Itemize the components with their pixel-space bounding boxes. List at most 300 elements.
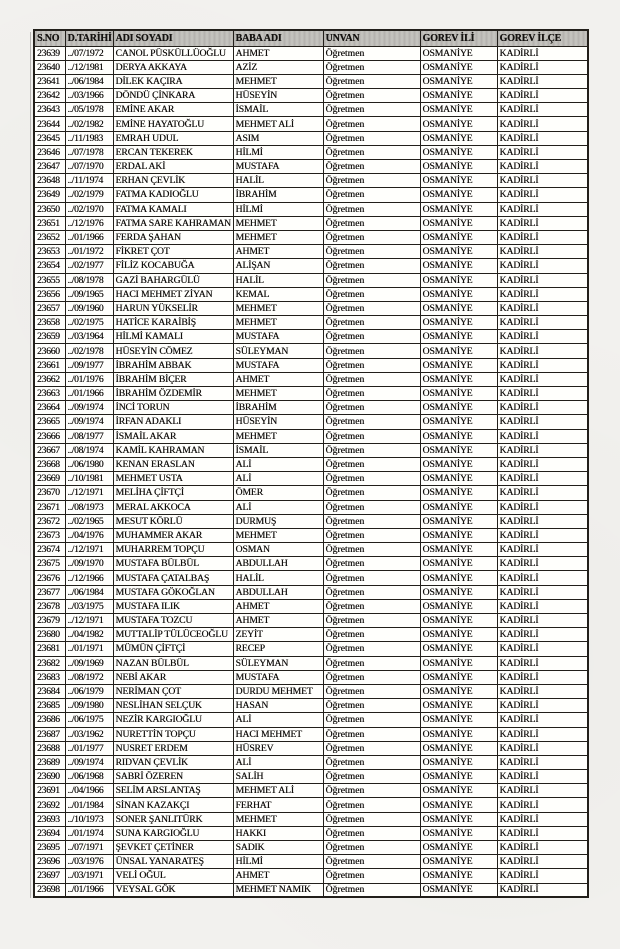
cell-adi-soyadi: HATİCE KARAİBİŞ [113, 316, 233, 330]
cell-sno: 23686 [34, 713, 65, 727]
cell-baba-adi: ALİ [233, 472, 323, 486]
cell-gorev-ilce: KADİRLİ [497, 358, 588, 372]
cell-gorev-ilce: KADİRLİ [497, 883, 588, 897]
cell-dtarihi: ../09/1977 [65, 358, 113, 372]
cell-dtarihi: ../08/1978 [65, 273, 113, 287]
cell-gorev-ili: OSMANİYE [420, 500, 497, 514]
cell-gorev-ilce: KADİRLİ [497, 841, 588, 855]
cell-sno: 23668 [34, 457, 65, 471]
cell-gorev-ilce: KADİRLİ [497, 727, 588, 741]
cell-unvan: Öğretmen [323, 174, 420, 188]
cell-gorev-ili: OSMANİYE [420, 372, 497, 386]
cell-unvan: Öğretmen [323, 74, 420, 88]
personnel-table [33, 29, 589, 898]
cell-dtarihi: ../07/1972 [65, 46, 113, 60]
table-row [34, 883, 588, 897]
cell-sno: 23660 [34, 344, 65, 358]
cell-sno: 23679 [34, 614, 65, 628]
cell-gorev-ilce: KADİRLİ [497, 699, 588, 713]
cell-unvan: Öğretmen [323, 585, 420, 599]
cell-sno: 23690 [34, 770, 65, 784]
cell-sno: 23697 [34, 869, 65, 883]
cell-gorev-ili: OSMANİYE [420, 798, 497, 812]
cell-sno: 23680 [34, 628, 65, 642]
cell-baba-adi: MEHMET [233, 301, 323, 315]
cell-gorev-ilce: KADİRLİ [497, 301, 588, 315]
cell-unvan: Öğretmen [323, 727, 420, 741]
cell-baba-adi: AHMET [233, 599, 323, 613]
cell-gorev-ili: OSMANİYE [420, 89, 497, 103]
cell-sno: 23653 [34, 245, 65, 259]
cell-dtarihi: ../08/1977 [65, 429, 113, 443]
cell-baba-adi: ZEYİT [233, 628, 323, 642]
cell-sno: 23682 [34, 656, 65, 670]
cell-dtarihi: ../01/1977 [65, 741, 113, 755]
cell-dtarihi: ../01/1974 [65, 826, 113, 840]
cell-adi-soyadi: VEYSAL GÖK [113, 883, 233, 897]
table-row [34, 245, 588, 259]
cell-baba-adi: AHMET [233, 245, 323, 259]
cell-adi-soyadi: NAZAN BÜLBÜL [113, 656, 233, 670]
cell-gorev-ilce: KADİRLİ [497, 160, 588, 174]
cell-gorev-ili: OSMANİYE [420, 287, 497, 301]
cell-unvan: Öğretmen [323, 202, 420, 216]
cell-baba-adi: AHMET [233, 372, 323, 386]
cell-adi-soyadi: İNCİ TORUN [113, 401, 233, 415]
cell-baba-adi: HACI MEHMET [233, 727, 323, 741]
cell-sno: 23691 [34, 784, 65, 798]
table-row [34, 216, 588, 230]
cell-unvan: Öğretmen [323, 500, 420, 514]
cell-sno: 23675 [34, 557, 65, 571]
cell-adi-soyadi: ŞEVKET ÇETİNER [113, 841, 233, 855]
table-row [34, 387, 588, 401]
cell-unvan: Öğretmen [323, 699, 420, 713]
cell-dtarihi: ../06/1975 [65, 713, 113, 727]
cell-sno: 23659 [34, 330, 65, 344]
table-row [34, 557, 588, 571]
cell-adi-soyadi: SONER ŞANLITÜRK [113, 812, 233, 826]
cell-sno: 23673 [34, 528, 65, 542]
cell-gorev-ili: OSMANİYE [420, 855, 497, 869]
cell-baba-adi: DURDU MEHMET [233, 684, 323, 698]
cell-adi-soyadi: FİLİZ KOCABUĞA [113, 259, 233, 273]
cell-baba-adi: SADIK [233, 841, 323, 855]
cell-gorev-ili: OSMANİYE [420, 103, 497, 117]
cell-gorev-ilce: KADİRLİ [497, 670, 588, 684]
table-row [34, 528, 588, 542]
table-row [34, 160, 588, 174]
cell-baba-adi: RECEP [233, 642, 323, 656]
cell-unvan: Öğretmen [323, 798, 420, 812]
cell-sno: 23664 [34, 401, 65, 415]
cell-baba-adi: HÜSREV [233, 741, 323, 755]
cell-gorev-ilce: KADİRLİ [497, 443, 588, 457]
cell-baba-adi: MEHMET [233, 528, 323, 542]
cell-gorev-ilce: KADİRLİ [497, 599, 588, 613]
table-row [34, 614, 588, 628]
cell-adi-soyadi: NEZİR KARGIOĞLU [113, 713, 233, 727]
cell-unvan: Öğretmen [323, 656, 420, 670]
cell-gorev-ilce: KADİRLİ [497, 387, 588, 401]
cell-gorev-ili: OSMANİYE [420, 74, 497, 88]
cell-unvan: Öğretmen [323, 245, 420, 259]
cell-sno: 23644 [34, 117, 65, 131]
cell-adi-soyadi: MUSTAFA GÖKOĞLAN [113, 585, 233, 599]
cell-baba-adi: MEHMET ALİ [233, 784, 323, 798]
cell-gorev-ilce: KADİRLİ [497, 344, 588, 358]
cell-baba-adi: AHMET [233, 46, 323, 60]
cell-baba-adi: MEHMET NAMIK [233, 883, 323, 897]
cell-dtarihi: ../01/1976 [65, 372, 113, 386]
cell-baba-adi: İBRAHİM [233, 188, 323, 202]
cell-dtarihi: ../10/1973 [65, 812, 113, 826]
cell-unvan: Öğretmen [323, 131, 420, 145]
cell-gorev-ilce: KADİRLİ [497, 216, 588, 230]
cell-unvan: Öğretmen [323, 103, 420, 117]
cell-dtarihi: ../09/1980 [65, 699, 113, 713]
cell-sno: 23678 [34, 599, 65, 613]
cell-sno: 23645 [34, 131, 65, 145]
table-row [34, 486, 588, 500]
cell-gorev-ilce: KADİRLİ [497, 543, 588, 557]
cell-gorev-ili: OSMANİYE [420, 131, 497, 145]
cell-sno: 23693 [34, 812, 65, 826]
cell-baba-adi: HİLMİ [233, 202, 323, 216]
table-row [34, 585, 588, 599]
cell-sno: 23654 [34, 259, 65, 273]
cell-adi-soyadi: SUNA KARGIOĞLU [113, 826, 233, 840]
cell-adi-soyadi: HARUN YÜKSELİR [113, 301, 233, 315]
cell-dtarihi: ../01/1966 [65, 387, 113, 401]
table-row [34, 784, 588, 798]
cell-adi-soyadi: CANOL PÜSKÜLLÜOĞLU [113, 46, 233, 60]
cell-gorev-ili: OSMANİYE [420, 741, 497, 755]
cell-gorev-ili: OSMANİYE [420, 599, 497, 613]
cell-gorev-ilce: KADİRLİ [497, 812, 588, 826]
table-header-row [34, 30, 588, 46]
cell-unvan: Öğretmen [323, 230, 420, 244]
cell-adi-soyadi: VELİ OĞUL [113, 869, 233, 883]
cell-gorev-ilce: KADİRLİ [497, 713, 588, 727]
cell-unvan: Öğretmen [323, 401, 420, 415]
cell-baba-adi: ÖMER [233, 486, 323, 500]
cell-gorev-ili: OSMANİYE [420, 642, 497, 656]
cell-sno: 23640 [34, 60, 65, 74]
cell-gorev-ili: OSMANİYE [420, 585, 497, 599]
cell-adi-soyadi: DERYA AKKAYA [113, 60, 233, 74]
cell-dtarihi: ../02/1982 [65, 117, 113, 131]
cell-gorev-ilce: KADİRLİ [497, 514, 588, 528]
cell-dtarihi: ../12/1966 [65, 571, 113, 585]
cell-adi-soyadi: RIDVAN ÇEVLİK [113, 755, 233, 769]
cell-unvan: Öğretmen [323, 372, 420, 386]
cell-sno: 23694 [34, 826, 65, 840]
cell-unvan: Öğretmen [323, 330, 420, 344]
table-row [34, 684, 588, 698]
cell-unvan: Öğretmen [323, 784, 420, 798]
cell-gorev-ilce: KADİRLİ [497, 415, 588, 429]
table-row [34, 472, 588, 486]
cell-baba-adi: HALİL [233, 273, 323, 287]
cell-adi-soyadi: MUSTAFA BÜLBÜL [113, 557, 233, 571]
cell-dtarihi: ../07/1978 [65, 145, 113, 159]
table-row [34, 429, 588, 443]
table-row [34, 401, 588, 415]
cell-baba-adi: ABDULLAH [233, 585, 323, 599]
cell-sno: 23639 [34, 46, 65, 60]
table-row [34, 60, 588, 74]
cell-gorev-ili: OSMANİYE [420, 812, 497, 826]
cell-adi-soyadi: SİNAN KAZAKÇI [113, 798, 233, 812]
cell-sno: 23696 [34, 855, 65, 869]
cell-dtarihi: ../04/1982 [65, 628, 113, 642]
cell-baba-adi: HALİL [233, 571, 323, 585]
cell-dtarihi: ../04/1966 [65, 784, 113, 798]
cell-adi-soyadi: ERCAN TEKEREK [113, 145, 233, 159]
cell-adi-soyadi: MERAL AKKOCA [113, 500, 233, 514]
table-row [34, 727, 588, 741]
cell-unvan: Öğretmen [323, 287, 420, 301]
cell-adi-soyadi: İBRAHİM ABBAK [113, 358, 233, 372]
cell-unvan: Öğretmen [323, 869, 420, 883]
cell-adi-soyadi: ERDAL AKİ [113, 160, 233, 174]
cell-sno: 23676 [34, 571, 65, 585]
cell-adi-soyadi: MUHARREM TOPÇU [113, 543, 233, 557]
table-row [34, 145, 588, 159]
cell-sno: 23665 [34, 415, 65, 429]
cell-gorev-ilce: KADİRLİ [497, 557, 588, 571]
cell-gorev-ilce: KADİRLİ [497, 117, 588, 131]
cell-dtarihi: ../02/1977 [65, 259, 113, 273]
cell-gorev-ili: OSMANİYE [420, 145, 497, 159]
cell-dtarihi: ../09/1974 [65, 401, 113, 415]
cell-gorev-ilce: KADİRLİ [497, 472, 588, 486]
cell-gorev-ili: OSMANİYE [420, 216, 497, 230]
cell-gorev-ili: OSMANİYE [420, 245, 497, 259]
table-body [34, 46, 588, 897]
cell-adi-soyadi: HİLMİ KAMALI [113, 330, 233, 344]
cell-adi-soyadi: MÜMÜN ÇİFTÇİ [113, 642, 233, 656]
cell-baba-adi: HASAN [233, 699, 323, 713]
cell-baba-adi: İSMAİL [233, 443, 323, 457]
cell-dtarihi: ../05/1978 [65, 103, 113, 117]
cell-gorev-ili: OSMANİYE [420, 457, 497, 471]
cell-dtarihi: ../02/1979 [65, 188, 113, 202]
cell-adi-soyadi: NUSRET ERDEM [113, 741, 233, 755]
cell-unvan: Öğretmen [323, 415, 420, 429]
cell-sno: 23661 [34, 358, 65, 372]
cell-gorev-ilce: KADİRLİ [497, 571, 588, 585]
cell-gorev-ilce: KADİRLİ [497, 741, 588, 755]
cell-gorev-ili: OSMANİYE [420, 316, 497, 330]
cell-baba-adi: SÜLEYMAN [233, 656, 323, 670]
cell-gorev-ili: OSMANİYE [420, 46, 497, 60]
cell-baba-adi: AZİZ [233, 60, 323, 74]
cell-unvan: Öğretmen [323, 145, 420, 159]
cell-unvan: Öğretmen [323, 457, 420, 471]
cell-baba-adi: AHMET [233, 869, 323, 883]
cell-gorev-ili: OSMANİYE [420, 528, 497, 542]
cell-gorev-ili: OSMANİYE [420, 628, 497, 642]
cell-adi-soyadi: İBRAHİM ÖZDEMİR [113, 387, 233, 401]
cell-gorev-ili: OSMANİYE [420, 869, 497, 883]
table-row [34, 259, 588, 273]
cell-dtarihi: ../07/1970 [65, 160, 113, 174]
cell-gorev-ili: OSMANİYE [420, 202, 497, 216]
cell-adi-soyadi: MUSTAFA ILIK [113, 599, 233, 613]
cell-gorev-ili: OSMANİYE [420, 358, 497, 372]
cell-dtarihi: ../12/1971 [65, 614, 113, 628]
cell-baba-adi: DURMUŞ [233, 514, 323, 528]
cell-gorev-ilce: KADİRLİ [497, 798, 588, 812]
table-row [34, 656, 588, 670]
table-row [34, 188, 588, 202]
cell-baba-adi: AHMET [233, 614, 323, 628]
cell-unvan: Öğretmen [323, 188, 420, 202]
cell-adi-soyadi: MEHMET USTA [113, 472, 233, 486]
cell-adi-soyadi: NEBİ AKAR [113, 670, 233, 684]
cell-dtarihi: ../03/1971 [65, 869, 113, 883]
cell-unvan: Öğretmen [323, 543, 420, 557]
column-header-dtarihi: D.TARİHİ [65, 30, 113, 46]
cell-unvan: Öğretmen [323, 770, 420, 784]
cell-gorev-ili: OSMANİYE [420, 557, 497, 571]
table-row [34, 599, 588, 613]
cell-unvan: Öğretmen [323, 855, 420, 869]
cell-dtarihi: ../03/1964 [65, 330, 113, 344]
cell-dtarihi: ../03/1976 [65, 855, 113, 869]
scan-artifact-line [30, 32, 31, 898]
cell-baba-adi: SÜLEYMAN [233, 344, 323, 358]
cell-dtarihi: ../08/1974 [65, 443, 113, 457]
cell-unvan: Öğretmen [323, 841, 420, 855]
cell-unvan: Öğretmen [323, 826, 420, 840]
cell-dtarihi: ../08/1973 [65, 500, 113, 514]
cell-baba-adi: HALİL [233, 174, 323, 188]
cell-unvan: Öğretmen [323, 670, 420, 684]
cell-gorev-ili: OSMANİYE [420, 429, 497, 443]
table-row [34, 457, 588, 471]
cell-unvan: Öğretmen [323, 216, 420, 230]
cell-gorev-ilce: KADİRLİ [497, 188, 588, 202]
cell-adi-soyadi: FİKRET ÇOT [113, 245, 233, 259]
cell-gorev-ilce: KADİRLİ [497, 755, 588, 769]
cell-gorev-ili: OSMANİYE [420, 230, 497, 244]
table-row [34, 46, 588, 60]
cell-baba-adi: İBRAHİM [233, 401, 323, 415]
cell-baba-adi: MEHMET [233, 387, 323, 401]
cell-dtarihi: ../01/1966 [65, 883, 113, 897]
cell-unvan: Öğretmen [323, 358, 420, 372]
cell-sno: 23658 [34, 316, 65, 330]
cell-gorev-ilce: KADİRLİ [497, 174, 588, 188]
cell-sno: 23651 [34, 216, 65, 230]
column-header-baba-adi: BABA ADI [233, 30, 323, 46]
cell-unvan: Öğretmen [323, 387, 420, 401]
cell-unvan: Öğretmen [323, 259, 420, 273]
cell-baba-adi: MUSTAFA [233, 160, 323, 174]
cell-unvan: Öğretmen [323, 486, 420, 500]
cell-gorev-ili: OSMANİYE [420, 784, 497, 798]
cell-dtarihi: ../06/1984 [65, 585, 113, 599]
cell-baba-adi: ASIM [233, 131, 323, 145]
cell-unvan: Öğretmen [323, 557, 420, 571]
cell-sno: 23666 [34, 429, 65, 443]
table-row [34, 826, 588, 840]
cell-baba-adi: HAKKI [233, 826, 323, 840]
cell-adi-soyadi: MUSTAFA ÇATALBAŞ [113, 571, 233, 585]
cell-adi-soyadi: HACI MEHMET ZİYAN [113, 287, 233, 301]
table-row [34, 699, 588, 713]
cell-sno: 23672 [34, 514, 65, 528]
cell-unvan: Öğretmen [323, 60, 420, 74]
cell-dtarihi: ../08/1972 [65, 670, 113, 684]
cell-sno: 23646 [34, 145, 65, 159]
cell-sno: 23643 [34, 103, 65, 117]
cell-dtarihi: ../01/1971 [65, 642, 113, 656]
cell-gorev-ili: OSMANİYE [420, 415, 497, 429]
column-header-unvan: UNVAN [323, 30, 420, 46]
cell-dtarihi: ../11/1974 [65, 174, 113, 188]
cell-dtarihi: ../02/1970 [65, 202, 113, 216]
cell-adi-soyadi: NERİMAN ÇOT [113, 684, 233, 698]
cell-unvan: Öğretmen [323, 528, 420, 542]
cell-dtarihi: ../10/1981 [65, 472, 113, 486]
table-head [34, 30, 588, 46]
cell-sno: 23641 [34, 74, 65, 88]
cell-baba-adi: İSMAİL [233, 103, 323, 117]
table-row [34, 713, 588, 727]
cell-sno: 23683 [34, 670, 65, 684]
cell-sno: 23656 [34, 287, 65, 301]
cell-unvan: Öğretmen [323, 46, 420, 60]
cell-gorev-ili: OSMANİYE [420, 826, 497, 840]
table-row [34, 642, 588, 656]
cell-gorev-ilce: KADİRLİ [497, 46, 588, 60]
cell-sno: 23655 [34, 273, 65, 287]
table-row [34, 798, 588, 812]
cell-unvan: Öğretmen [323, 883, 420, 897]
column-header-sno: S.NO [34, 30, 65, 46]
cell-adi-soyadi: MUTTALİP TÜLÜCEOĞLU [113, 628, 233, 642]
cell-gorev-ilce: KADİRLİ [497, 429, 588, 443]
cell-baba-adi: ALİ [233, 755, 323, 769]
cell-adi-soyadi: MUSTAFA TOZCU [113, 614, 233, 628]
cell-dtarihi: ../06/1980 [65, 457, 113, 471]
cell-gorev-ili: OSMANİYE [420, 514, 497, 528]
cell-gorev-ilce: KADİRLİ [497, 684, 588, 698]
cell-baba-adi: MUSTAFA [233, 670, 323, 684]
cell-gorev-ili: OSMANİYE [420, 770, 497, 784]
cell-baba-adi: MEHMET [233, 230, 323, 244]
cell-gorev-ili: OSMANİYE [420, 472, 497, 486]
table-row [34, 174, 588, 188]
cell-gorev-ili: OSMANİYE [420, 713, 497, 727]
table-row [34, 841, 588, 855]
cell-dtarihi: ../09/1960 [65, 301, 113, 315]
cell-unvan: Öğretmen [323, 89, 420, 103]
cell-adi-soyadi: EMİNE AKAR [113, 103, 233, 117]
cell-gorev-ili: OSMANİYE [420, 684, 497, 698]
table-row [34, 372, 588, 386]
cell-dtarihi: ../12/1971 [65, 486, 113, 500]
cell-sno: 23648 [34, 174, 65, 188]
cell-adi-soyadi: MELİHA ÇİFTÇİ [113, 486, 233, 500]
table-row [34, 628, 588, 642]
cell-adi-soyadi: İRFAN ADAKLI [113, 415, 233, 429]
table-row [34, 741, 588, 755]
